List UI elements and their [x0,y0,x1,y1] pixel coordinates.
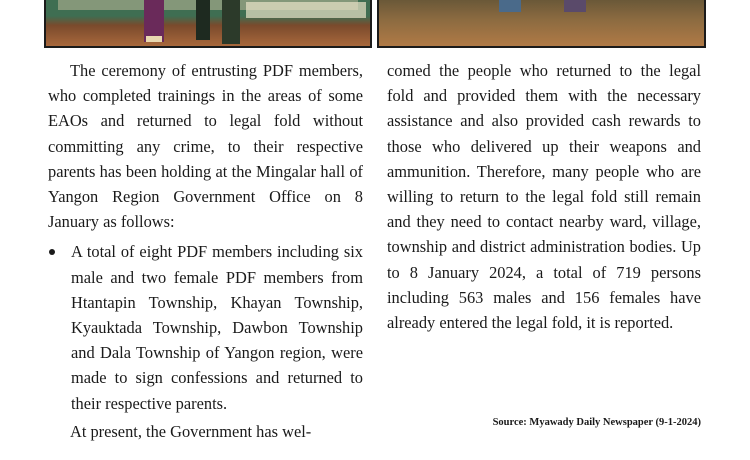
continuation-paragraph: At present, the Government has wel- [70,421,312,441]
source-citation: Source: Myawady Daily Newspaper (9-1-2024) [492,417,701,428]
bullet-icon [49,249,55,255]
article-column-right [387,58,701,335]
right-paragraph: comed the people who returned to the legal fold and provided them with the necessary assistance and also provided cash rewards to those who delivered up their weapons and ammunition. Therefore, many people who are willing to return to the legal fold still remain and they need to contact nearby ward, village, township and district administration bodies. Up to 8 January 2024, a total of 719 persons including 563 males and 156 females have already entered the legal fold, it is reported. [387,61,701,333]
bullet-text: A total of eight PDF members including six male and two female PDF members from Htantapin Township, Khayan Township, Kyauktada Township, Dawbon Township and Dala Township of Yangon region, were made to sign confessions and returned to their respective parents. [71,242,363,413]
article-column-left [48,58,363,444]
ceremony-photo-right [377,0,706,48]
ceremony-photo-left [44,0,372,48]
intro-paragraph: The ceremony of entrusting PDF members, who completed trainings in the areas of some EAOs and returned to legal fold without committing any crime, to their respective parents has been holding at the Mingalar hall of Yangon Region Government Office on 8 January as follows: [48,61,363,232]
bullet-list-item [48,239,363,415]
